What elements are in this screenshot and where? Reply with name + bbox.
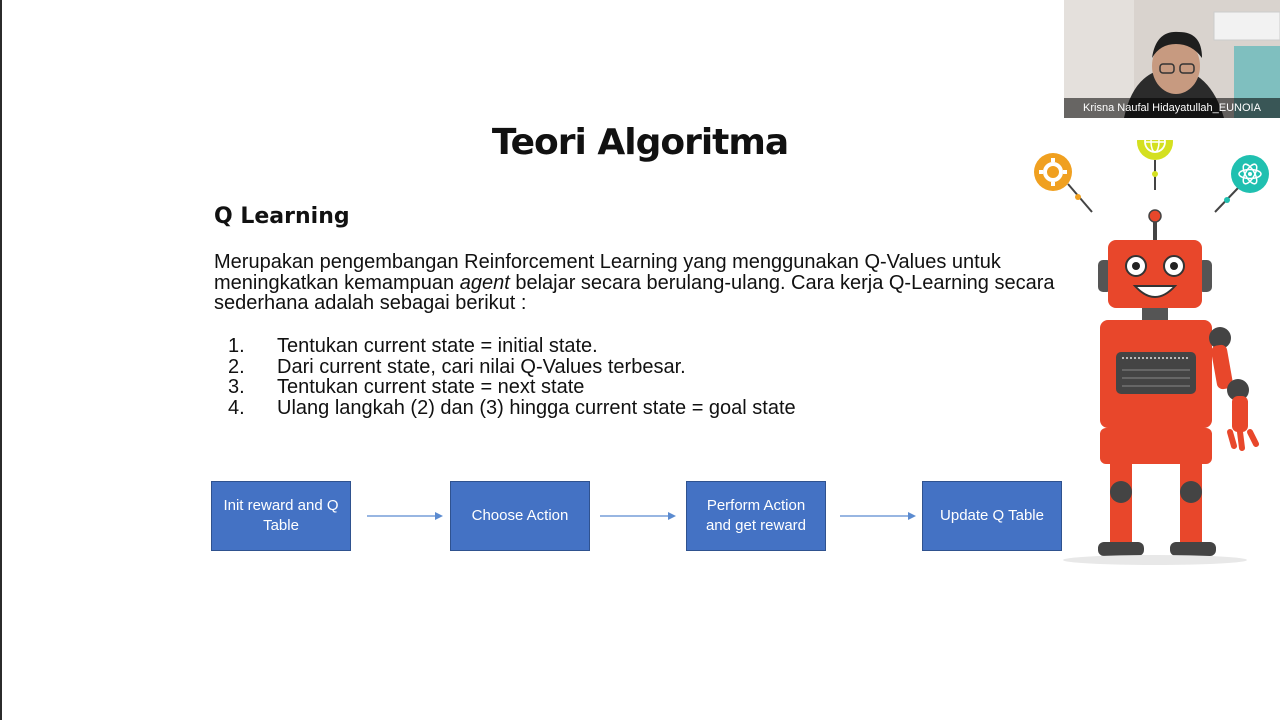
step-number: 4.	[228, 396, 245, 419]
flow-box-choose: Choose Action	[450, 481, 590, 551]
step-number: 3.	[228, 376, 245, 398]
flow-arrow-3	[838, 507, 918, 525]
step-text: Dari current state, cari nilai Q-Values terbesar.	[277, 355, 686, 378]
list-item	[228, 336, 796, 357]
paragraph-emphasis: agent	[459, 271, 510, 294]
robot-illustration	[1030, 140, 1270, 570]
flow-box-update: Update Q Table	[922, 481, 1062, 551]
paragraph-text-2: belajar secara berulang-ulang. Cara kerja Q-Learning secara sederhana adalah sebagai berikut :	[214, 271, 1055, 314]
list-item	[228, 398, 796, 419]
slide-title: Teori Algoritma	[491, 122, 789, 163]
list-item	[228, 357, 796, 378]
flow-box-init: Init reward and Q Table	[211, 481, 351, 551]
step-number: 1.	[228, 335, 245, 357]
webcam-video-tile[interactable]	[1064, 0, 1280, 118]
atom-icon	[1215, 155, 1269, 212]
flow-arrow-1	[365, 507, 445, 525]
section-subtitle: Q Learning	[214, 204, 350, 229]
step-text: Tentukan current state = next state	[277, 376, 585, 398]
step-number: 2.	[228, 355, 245, 378]
step-text: Tentukan current state = initial state.	[277, 335, 598, 357]
list-item	[228, 377, 796, 398]
flow-box-perform: Perform Action and get reward	[686, 481, 826, 551]
slide-left-edge	[0, 0, 2, 720]
steps-list	[228, 336, 796, 418]
participant-name: Krisna Naufal Hidayatullah_EUNOIA	[1064, 98, 1280, 118]
paragraph-text-1: Merupakan pengembangan Reinforcement Learning yang menggunakan Q-Values untuk meningkatkan kemampuan	[214, 251, 1001, 294]
step-text: Ulang langkah (2) dan (3) hingga current state = goal state	[277, 396, 796, 419]
globe-icon	[1137, 140, 1173, 190]
description-paragraph	[214, 252, 1064, 314]
flow-arrow-2	[598, 507, 678, 525]
gear-icon	[1034, 153, 1092, 212]
